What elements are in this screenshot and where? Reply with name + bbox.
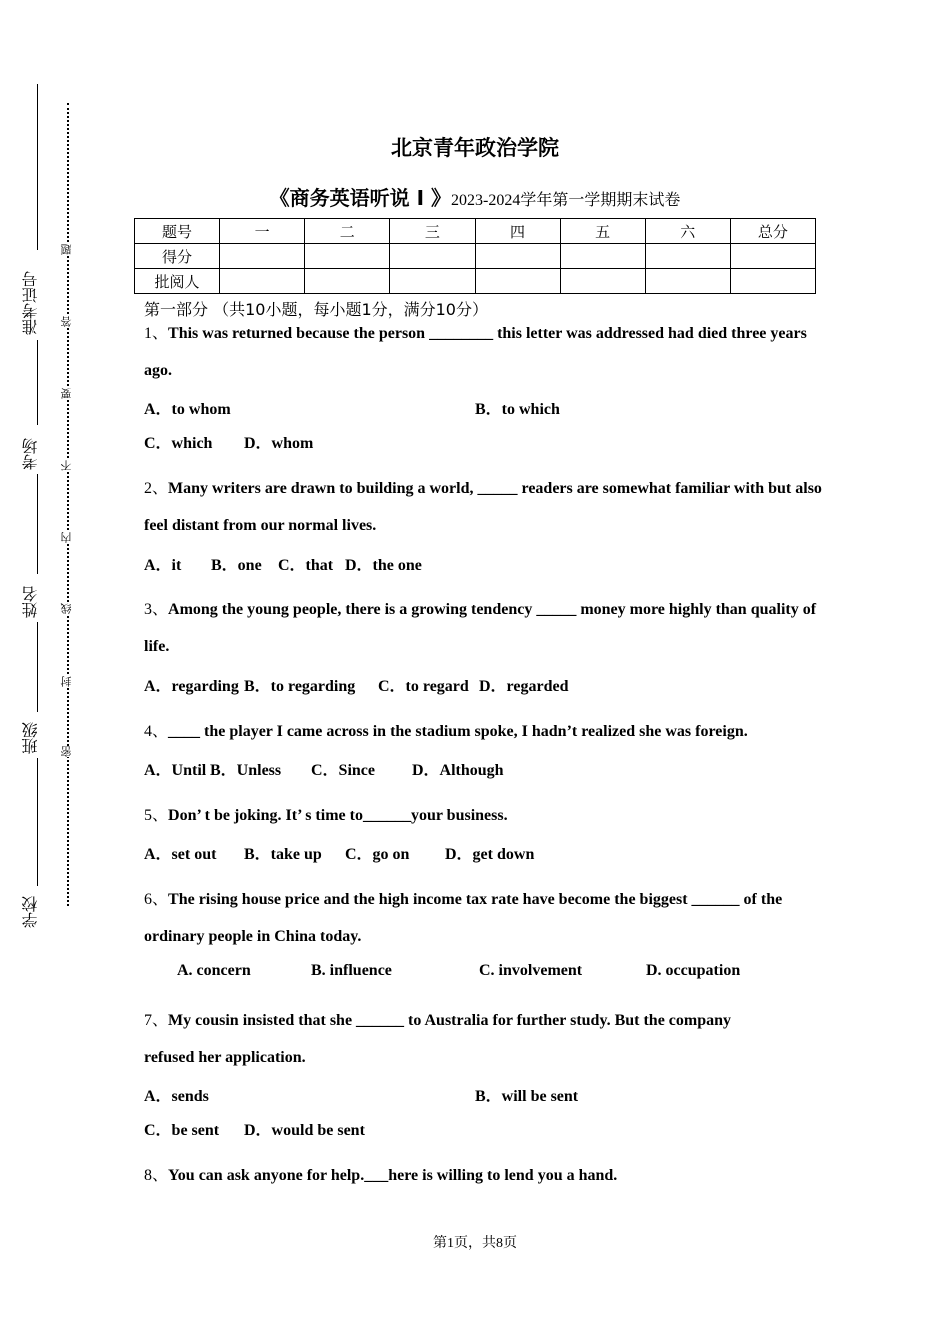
option-c: C．which	[144, 435, 213, 452]
option-b: B．to regarding	[244, 678, 356, 695]
field-line	[37, 758, 38, 886]
option-d: D．regarded	[479, 678, 569, 695]
option-a: A. concern	[177, 962, 251, 979]
question-text: Many writers are drawn to building a world, _____ readers are somewhat familiar with but also feel distant from our normal lives.	[144, 480, 822, 534]
option-a: A．it	[144, 557, 182, 574]
score-cell	[220, 269, 305, 294]
seal-word: 密	[60, 746, 73, 757]
score-row-label: 批阅人	[135, 269, 220, 294]
school-label: 学校	[21, 896, 40, 928]
option-a: A．set out	[144, 846, 217, 863]
score-table	[134, 218, 816, 294]
question-5	[144, 797, 824, 834]
option-c: C．Since	[311, 762, 376, 779]
question-number: 7、	[144, 1012, 169, 1029]
question-number: 3、	[144, 601, 169, 618]
seal-word: 线	[60, 603, 73, 614]
exam-title	[0, 182, 950, 211]
option-c: C．go on	[345, 846, 410, 863]
class-label: 班级	[21, 722, 40, 754]
score-cell	[730, 244, 815, 269]
score-header-cell: 题号	[135, 219, 220, 244]
field-line	[37, 340, 38, 425]
option-d: D．Although	[412, 762, 504, 779]
question-text: You can ask anyone for help.___here is willing to lend you a hand.	[168, 1167, 618, 1184]
question-number: 5、	[144, 807, 169, 824]
seal-word: 封	[60, 676, 73, 687]
field-line	[37, 474, 38, 574]
exam-id-label: 准考证号	[21, 271, 40, 335]
score-table-header-row	[135, 219, 816, 244]
seal-word: 题	[60, 244, 73, 255]
question-number: 4、	[144, 723, 169, 740]
term-name: 2023-2024学年第一学期期末试卷	[451, 192, 681, 209]
option-d: D．whom	[244, 435, 314, 452]
question-number: 6、	[144, 891, 169, 908]
score-table-row	[135, 244, 816, 269]
score-row-label: 得分	[135, 244, 220, 269]
option-b: B．take up	[244, 846, 322, 863]
option-c: C．to regard	[378, 678, 469, 695]
question-1	[144, 315, 824, 389]
option-c: C．that	[278, 557, 334, 574]
room-label: 考场	[21, 438, 40, 470]
score-cell	[560, 244, 645, 269]
score-cell	[645, 269, 730, 294]
seal-dotted-line	[67, 103, 69, 906]
question-7	[144, 1002, 784, 1076]
question-text: This was returned because the person ________ this letter was addressed had died three years ago.	[144, 325, 807, 379]
option-a: A．regarding	[144, 678, 239, 695]
seal-word: 内	[60, 532, 73, 543]
question-6	[144, 881, 814, 955]
question-4	[144, 713, 824, 750]
question-number: 8、	[144, 1167, 169, 1184]
score-header-cell: 四	[475, 219, 560, 244]
page-footer: 第1页，共8页	[433, 1236, 517, 1251]
score-cell	[475, 244, 560, 269]
score-header-cell: 六	[645, 219, 730, 244]
score-header-cell: 三	[390, 219, 475, 244]
question-number: 1、	[144, 325, 169, 342]
question-3	[144, 591, 824, 665]
name-label: 姓名	[21, 586, 40, 618]
field-line	[37, 622, 38, 712]
score-cell	[475, 269, 560, 294]
option-c: C. involvement	[479, 962, 583, 979]
seal-word: 不	[60, 460, 73, 471]
option-a: A．sends	[144, 1088, 209, 1105]
option-d: D．would be sent	[244, 1122, 365, 1139]
institution-title: 北京青年政治学院	[391, 136, 559, 160]
question-text: My cousin insisted that she ______ to Australia for further study. But the company refused her application.	[144, 1012, 732, 1066]
question-8	[144, 1157, 824, 1194]
score-cell	[220, 244, 305, 269]
seal-word: 答	[60, 316, 73, 327]
seal-word: 要	[60, 388, 73, 399]
course-name: 《商务英语听说 I 》	[269, 186, 452, 210]
option-d: D．the one	[345, 557, 422, 574]
score-table-row	[135, 269, 816, 294]
question-2	[144, 470, 824, 544]
option-b: B．will be sent	[475, 1088, 579, 1105]
score-header-cell: 五	[560, 219, 645, 244]
question-text: The rising house price and the high income tax rate have become the biggest ______ of the ordinary people in China today.	[144, 891, 783, 945]
field-line	[37, 84, 38, 250]
question-number: 2、	[144, 480, 169, 497]
score-cell	[390, 244, 475, 269]
option-c: C．be sent	[144, 1122, 220, 1139]
option-b: B．Unless	[210, 762, 282, 779]
score-header-cell: 一	[220, 219, 305, 244]
score-cell	[645, 244, 730, 269]
option-b: B. influence	[311, 962, 392, 979]
question-text: Don’ t be joking. It’ s time to______your business.	[168, 807, 508, 824]
question-text: Among the young people, there is a growing tendency _____ money more highly than quality of life.	[144, 601, 817, 655]
option-a: A．Until	[144, 762, 207, 779]
score-cell	[560, 269, 645, 294]
section-title: 第一部分 （共10小题，每小题1分，满分10分）	[144, 300, 488, 319]
score-cell	[730, 269, 815, 294]
option-b: B．to which	[475, 401, 560, 418]
score-cell	[305, 244, 390, 269]
option-d: D．get down	[445, 846, 535, 863]
option-a: A．to whom	[144, 401, 231, 418]
score-header-cell: 二	[305, 219, 390, 244]
score-header-cell: 总分	[730, 219, 815, 244]
score-cell	[305, 269, 390, 294]
question-text: ____ the player I came across in the stadium spoke, I hadn’t realized she was foreign.	[168, 723, 748, 740]
score-cell	[390, 269, 475, 294]
option-b: B．one	[211, 557, 262, 574]
option-d: D. occupation	[646, 962, 741, 979]
